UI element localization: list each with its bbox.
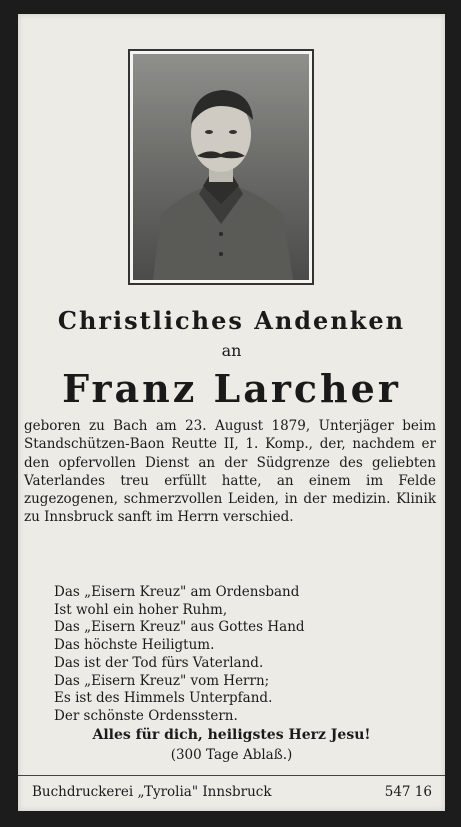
portrait-frame bbox=[128, 49, 314, 285]
prayer-line: Alles für dich, heiligstes Herz Jesu! bbox=[92, 727, 371, 743]
poem bbox=[54, 584, 434, 726]
poem-line: Das „Eisern Kreuz" aus Gottes Hand bbox=[54, 619, 305, 636]
poem-line: Es ist des Himmels Unterpfand. bbox=[54, 690, 273, 707]
portrait-photo bbox=[133, 54, 309, 280]
memorial-card bbox=[18, 14, 445, 811]
deceased-name: Franz Larcher bbox=[62, 366, 401, 411]
printer-name: Buchdruckerei „Tyrolia" Innsbruck bbox=[32, 784, 272, 800]
poem-line: Der schönste Ordensstern. bbox=[54, 707, 238, 724]
poem-line: Ist wohl ein hoher Ruhm, bbox=[54, 601, 228, 618]
printer-footer bbox=[32, 784, 432, 800]
heading-preposition: an bbox=[221, 341, 242, 360]
poem-line: Das ist der Tod fürs Vaterland. bbox=[54, 654, 264, 671]
biography-text: geboren zu Bach am 23. August 1879, Unterjäger beim Standschützen-Baon Reutte II, 1. Komp., der, nachdem er den opfervollen Dienst an der Südgrenze des geliebten Vaterlandes treu erfüllt hatte, an einem im Felde zugezogenen, schmerzvollen Leiden, in der medizin. Klinik zu Innsbruck sanft im Herrn verschied. bbox=[24, 418, 436, 526]
poem-line: Das „Eisern Kreuz" vom Herrn; bbox=[54, 672, 270, 689]
soldier-portrait-image bbox=[133, 54, 309, 280]
indulgence-note: (300 Tage Ablaß.) bbox=[170, 747, 293, 763]
footer-divider bbox=[18, 775, 445, 776]
poem-line: Das höchste Heiligtum. bbox=[54, 637, 215, 654]
poem-line: Das „Eisern Kreuz" am Ordensband bbox=[54, 584, 300, 600]
print-number: 547 16 bbox=[384, 784, 432, 800]
card-heading: Christliches Andenken bbox=[57, 306, 406, 335]
